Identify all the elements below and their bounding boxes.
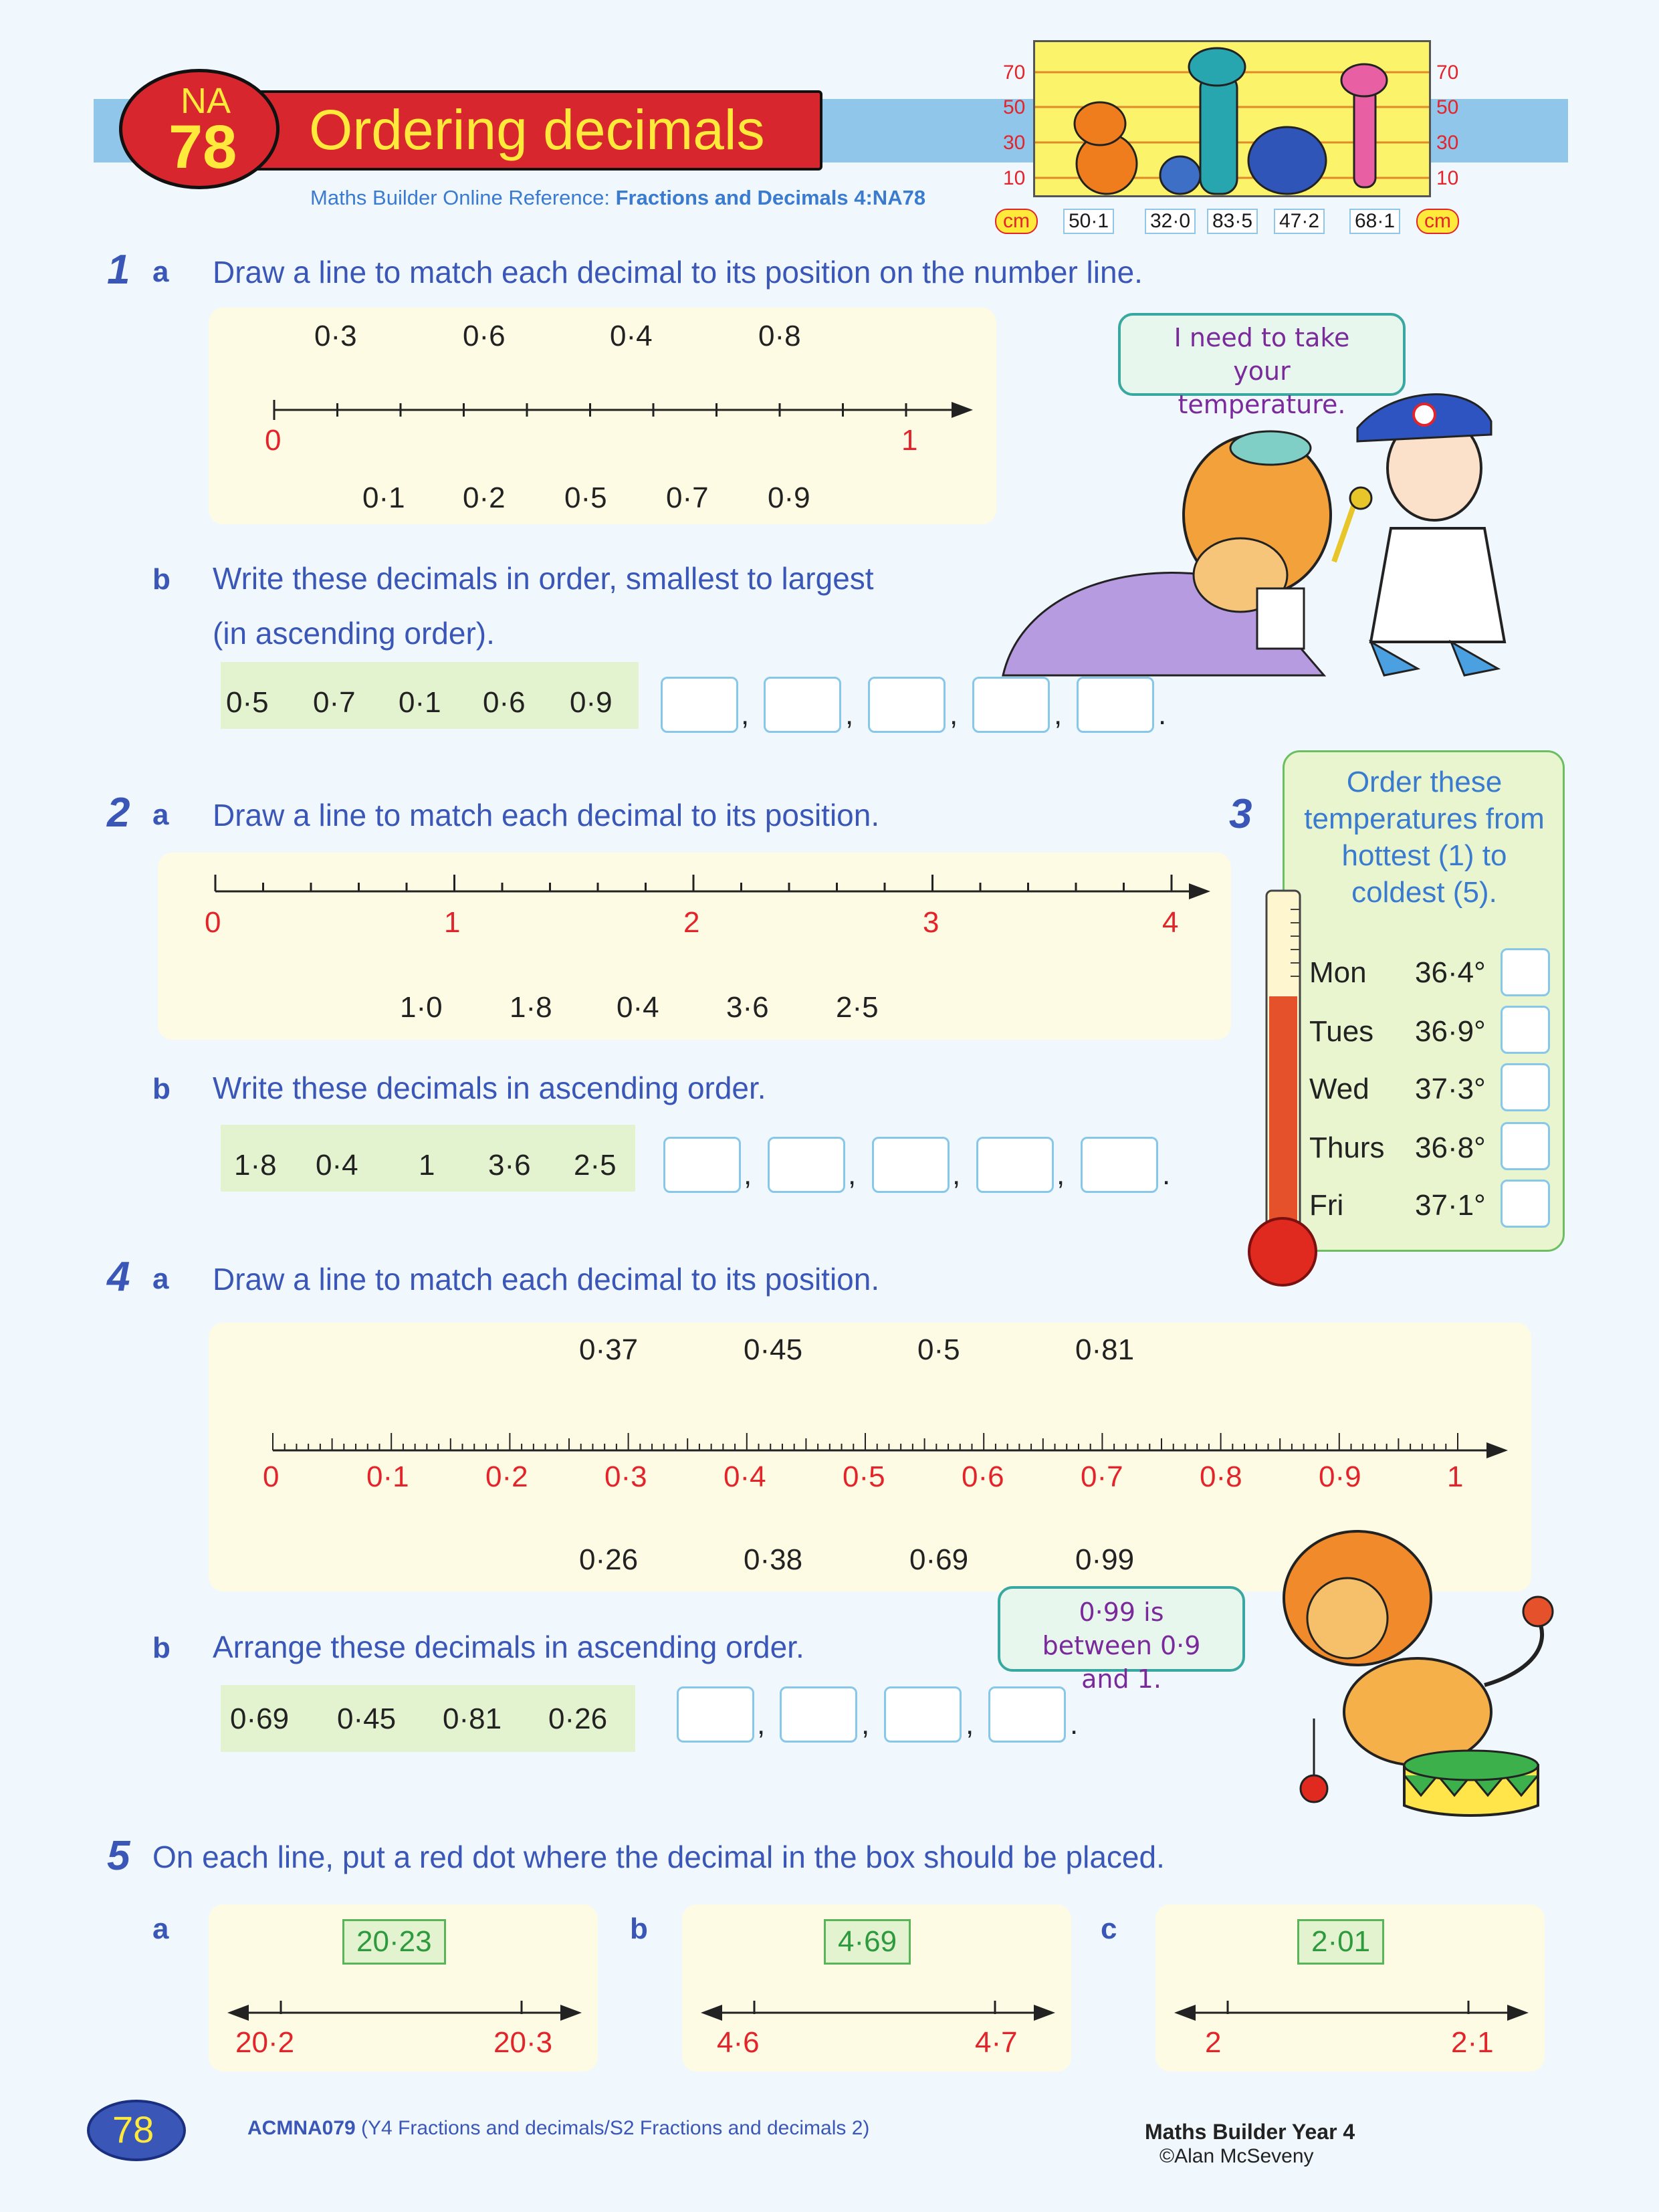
q2b-comma: , (848, 1158, 857, 1191)
question-4b-text: Arrange these decimals in ascending order. (213, 1630, 804, 1664)
question-1b-text: (in ascending order). (213, 616, 495, 651)
arrow-head (560, 2005, 582, 2021)
q4b-comma: , (861, 1708, 870, 1741)
q3-temp: 37·3° (1415, 1073, 1486, 1105)
question-1b-letter: b (152, 563, 171, 596)
q1-speech-text: I need to take your temperature. (1174, 323, 1350, 419)
q2-line-label: 2 (683, 906, 700, 939)
q4-bottom-decimal[interactable]: 0·99 (1075, 1543, 1135, 1576)
q4-top-decimal[interactable]: 0·37 (579, 1333, 639, 1366)
q2b-comma: , (952, 1158, 961, 1191)
question-3-number: 3 (1229, 791, 1252, 837)
q1-bottom-decimal[interactable]: 0·7 (666, 481, 709, 514)
lesson-badge-code: NA (181, 81, 231, 121)
q2-decimal[interactable]: 2·5 (836, 991, 879, 1024)
q4-line-label: 0·5 (843, 1460, 885, 1493)
question-5-text: On each line, put a red dot where the decimal in the box should be placed. (152, 1840, 1165, 1874)
q3-day: Tues (1309, 1015, 1374, 1048)
q1-top-decimal[interactable]: 0·8 (758, 320, 801, 352)
q3-temp: 37·1° (1415, 1189, 1486, 1222)
q2-line-label: 1 (444, 906, 461, 939)
q1b-comma: , (950, 698, 958, 731)
q4-line-label: 0·4 (724, 1460, 766, 1493)
q5a-value-box: 20·23 (342, 1919, 446, 1965)
q2-line-label: 0 (205, 906, 221, 939)
copyright: ©Alan McSeveny (1159, 2145, 1314, 2167)
q5b-letter: b (630, 1912, 648, 1945)
page-title: Ordering decimals (309, 98, 765, 161)
scale-right-50: 50 (1436, 96, 1459, 118)
curriculum-description: (Y4 Fractions and decimals/S2 Fractions and decimals 2) (355, 2117, 870, 2139)
question-4a-letter: a (152, 1262, 169, 1295)
question-2b-letter: b (152, 1073, 171, 1105)
q1b-comma: , (1054, 698, 1063, 731)
unit-right: cm (1416, 209, 1459, 234)
q1b-decimal: 0·1 (399, 686, 441, 719)
lesson-badge-number: 78 (169, 113, 237, 181)
q4-line-label: 1 (1447, 1460, 1464, 1493)
q2-decimal[interactable]: 1·0 (400, 991, 443, 1024)
q1b-comma: , (741, 698, 750, 731)
q3-day: Wed (1309, 1073, 1369, 1105)
q1-line-start: 0 (265, 424, 282, 457)
curriculum-code: ACMNA079 (247, 2117, 356, 2139)
question-2a-letter: a (152, 798, 169, 831)
q1-line-end: 1 (901, 424, 918, 457)
arrow-head (1507, 2005, 1529, 2021)
unit-left: cm (995, 209, 1038, 234)
q5c-letter: c (1101, 1912, 1117, 1945)
question-1a-letter: a (152, 255, 169, 288)
q1-bottom-decimal[interactable]: 0·2 (463, 481, 506, 514)
q4-line-label: 0·6 (962, 1460, 1004, 1493)
q4-bottom-decimal[interactable]: 0·38 (744, 1543, 803, 1576)
arrow-head (1189, 883, 1210, 899)
q1b-comma: , (845, 698, 854, 731)
q2-line-label: 3 (923, 906, 939, 939)
arrow-head (701, 2005, 722, 2021)
scale-left-70: 70 (1003, 62, 1026, 84)
arrow-head (1486, 1442, 1508, 1458)
q3-day: Fri (1309, 1189, 1344, 1222)
q5b-left-label: 4·6 (717, 2026, 760, 2059)
question-4a-text: Draw a line to match each decimal to its position. (213, 1262, 880, 1297)
question-4b-letter: b (152, 1632, 171, 1664)
q4b-comma: , (966, 1708, 974, 1741)
q1b-decimal: 0·9 (570, 686, 613, 719)
q4-bottom-decimal[interactable]: 0·26 (579, 1543, 639, 1576)
q5b-right-label: 4·7 (975, 2026, 1018, 2059)
question-5-number: 5 (107, 1833, 130, 1879)
q4b-decimal: 0·69 (230, 1702, 290, 1735)
question-2-number: 2 (107, 790, 130, 836)
q4b-decimal: 0·45 (337, 1702, 397, 1735)
q5b-value-box: 4·69 (824, 1919, 911, 1965)
q4-top-decimal[interactable]: 0·45 (744, 1333, 803, 1366)
q4-line-label: 0·7 (1081, 1460, 1123, 1493)
q2b-decimal: 1·8 (234, 1149, 277, 1182)
q1-bottom-decimal[interactable]: 0·9 (768, 481, 810, 514)
height-label: 83·5 (1207, 209, 1258, 234)
q5c-left-label: 2 (1205, 2026, 1222, 2059)
q2b-decimal: 3·6 (488, 1149, 531, 1182)
q1b-decimal: 0·5 (226, 686, 269, 719)
q2b-decimal: 0·4 (316, 1149, 358, 1182)
height-label: 68·1 (1349, 209, 1400, 234)
question-2b-text: Write these decimals in ascending order. (213, 1071, 766, 1105)
q4-line-label: 0·1 (366, 1460, 409, 1493)
question-2a-text: Draw a line to match each decimal to its position. (213, 798, 880, 833)
q4-line-label: 0·9 (1319, 1460, 1361, 1493)
reference-prefix: Maths Builder Online Reference: (310, 186, 616, 209)
scale-left-50: 50 (1003, 96, 1026, 118)
height-label: 32·0 (1145, 209, 1196, 234)
q4-bottom-decimal[interactable]: 0·69 (909, 1543, 969, 1576)
q1-bottom-decimal[interactable]: 0·5 (564, 481, 607, 514)
q1b-decimal: 0·7 (313, 686, 356, 719)
q1-top-decimal[interactable]: 0·3 (314, 320, 357, 352)
q2-decimal[interactable]: 3·6 (726, 991, 769, 1024)
q4b-full-stop: . (1070, 1708, 1079, 1741)
arrow-head (952, 402, 973, 418)
q3-instructions: Order these temperatures from hottest (1) to coldest (5). (1304, 766, 1545, 909)
q4b-decimal: 0·26 (548, 1702, 608, 1735)
q1b-full-stop: . (1158, 698, 1167, 731)
arrow-head (1174, 2005, 1196, 2021)
q1b-decimal: 0·6 (483, 686, 526, 719)
q3-temp: 36·9° (1415, 1015, 1486, 1048)
q4-line-label: 0·3 (604, 1460, 647, 1493)
reference-link[interactable]: Fractions and Decimals 4:NA78 (615, 186, 926, 209)
scale-right-30: 30 (1436, 132, 1459, 154)
question-1-number: 1 (107, 247, 130, 293)
q2-decimal[interactable]: 0·4 (617, 991, 659, 1024)
q2b-comma: , (744, 1158, 752, 1191)
q2b-decimal: 2·5 (574, 1149, 617, 1182)
arrow-head (1034, 2005, 1055, 2021)
q5c-value-box: 2·01 (1297, 1919, 1384, 1965)
q3-day: Mon (1309, 956, 1367, 989)
q1-top-decimal[interactable]: 0·6 (463, 320, 506, 352)
q5c-right-label: 2·1 (1451, 2026, 1494, 2059)
q2b-comma: , (1057, 1158, 1065, 1191)
q4-speech-text: 0·99 is between 0·9 and 1. (1042, 1597, 1201, 1694)
question-4-number: 4 (107, 1254, 130, 1300)
q3-temp: 36·8° (1415, 1131, 1486, 1164)
arrow-head (227, 2005, 249, 2021)
height-label: 47·2 (1274, 209, 1325, 234)
q5a-left-label: 20·2 (235, 2026, 295, 2059)
q5a-right-label: 20·3 (493, 2026, 553, 2059)
q4-top-decimal[interactable]: 0·5 (917, 1333, 960, 1366)
q4-top-decimal[interactable]: 0·81 (1075, 1333, 1135, 1366)
question-1b-text: Write these decimals in order, smallest to largest (213, 561, 874, 596)
q5a-letter: a (152, 1912, 169, 1945)
scale-left-30: 30 (1003, 132, 1026, 154)
q4b-comma: , (757, 1708, 766, 1741)
q1-bottom-decimal[interactable]: 0·1 (362, 481, 405, 514)
curriculum-reference (247, 2117, 869, 2140)
q2b-decimal: 1 (419, 1149, 435, 1182)
q4-line-label: 0·8 (1200, 1460, 1242, 1493)
q3-day: Thurs (1309, 1131, 1385, 1164)
scale-left-10: 10 (1003, 167, 1026, 189)
scale-right-70: 70 (1436, 62, 1459, 84)
q4-line-label: 0 (263, 1460, 280, 1493)
q4b-decimal: 0·81 (443, 1702, 502, 1735)
q3-temp: 36·4° (1415, 956, 1486, 989)
q2-line-label: 4 (1162, 906, 1179, 939)
height-label: 50·1 (1063, 209, 1114, 234)
q1-top-decimal[interactable]: 0·4 (610, 320, 653, 352)
q4-line-label: 0·2 (485, 1460, 528, 1493)
scale-right-10: 10 (1436, 167, 1459, 189)
question-1a-text: Draw a line to match each decimal to its position on the number line. (213, 255, 1143, 290)
book-title: Maths Builder Year 4 (1145, 2120, 1355, 2144)
page-number: 78 (112, 2108, 154, 2150)
q2b-full-stop: . (1162, 1158, 1171, 1191)
q2-decimal[interactable]: 1·8 (510, 991, 552, 1024)
